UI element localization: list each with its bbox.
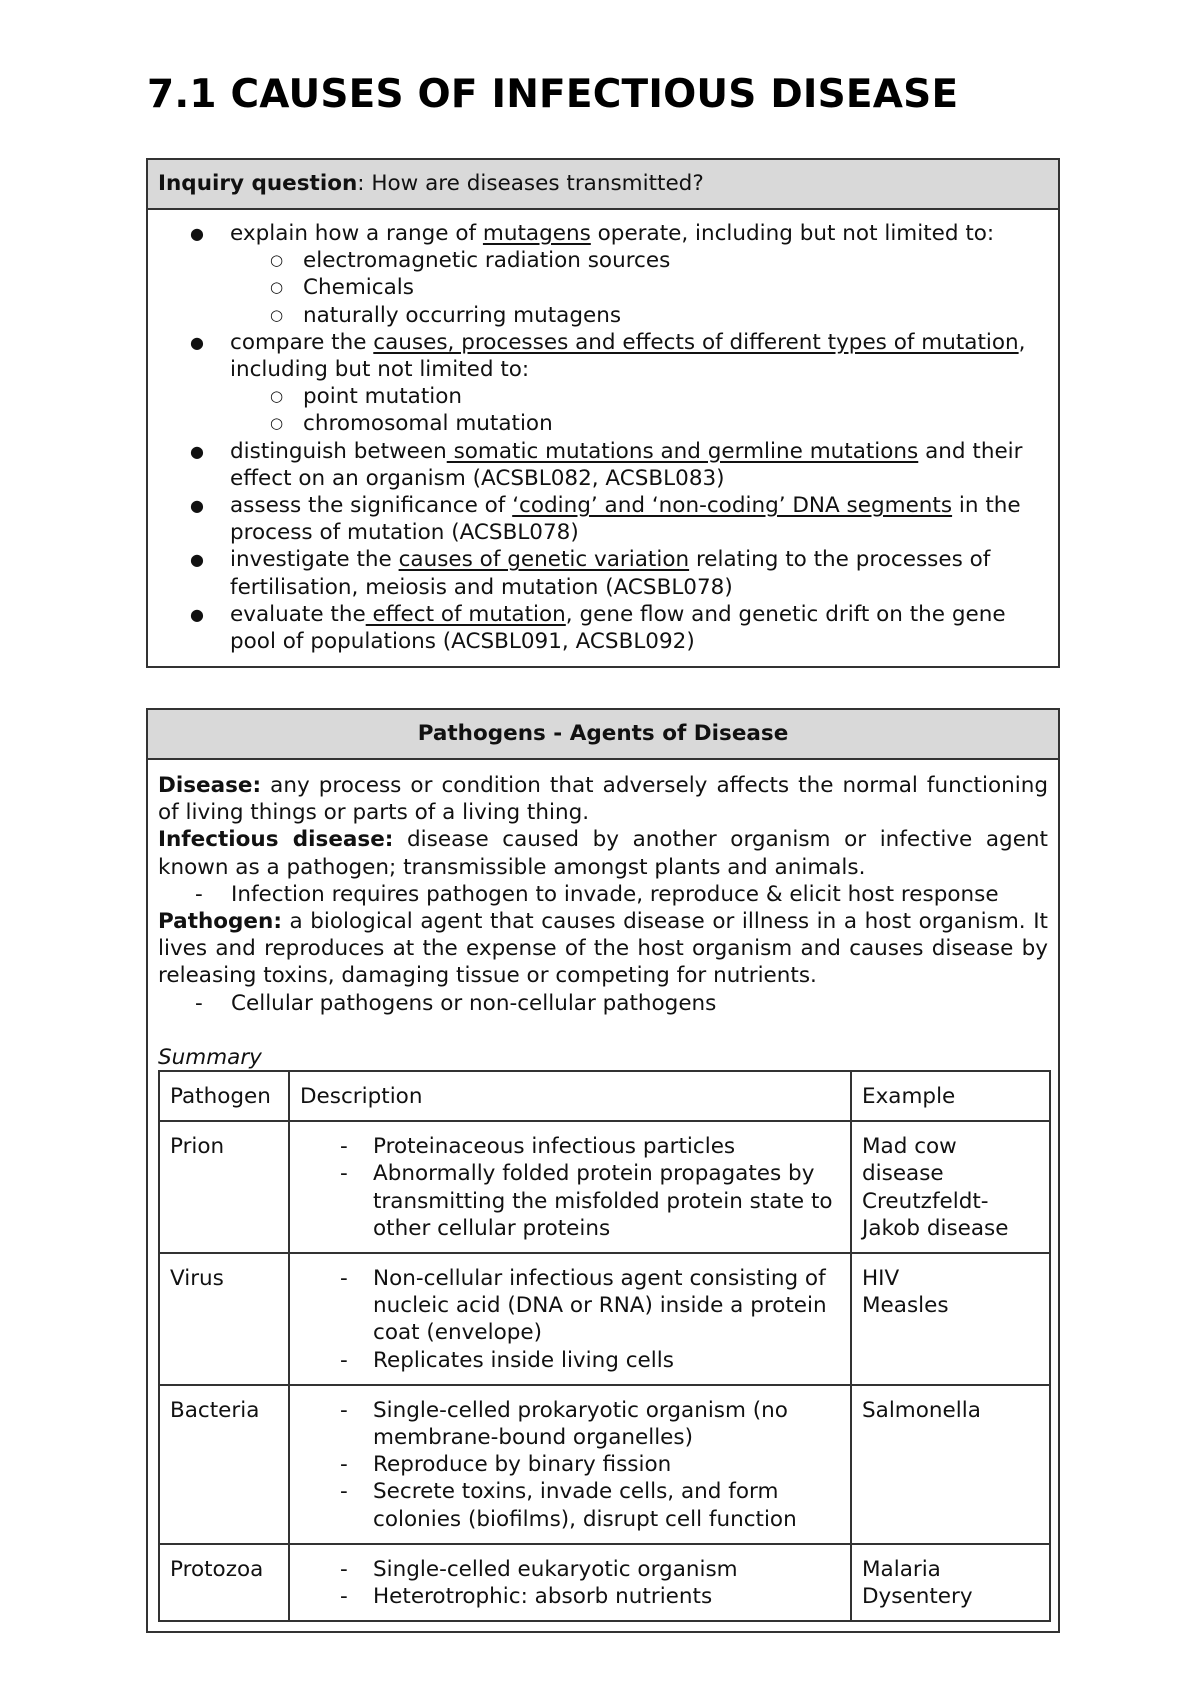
inquiry-subitem <box>230 410 1048 437</box>
circle-bullet-icon: ○ <box>270 387 284 406</box>
inquiry-sublist <box>230 383 1048 437</box>
dash-marker: - <box>195 990 203 1016</box>
table-row <box>159 1385 1050 1544</box>
dash-marker: - <box>340 1397 348 1423</box>
inquiry-item-text: evaluate the <box>230 601 366 627</box>
inquiry-item-text: compare the <box>230 329 374 355</box>
inquiry-sublist <box>230 247 1048 329</box>
pathogen-name: Virus <box>159 1253 289 1385</box>
inquiry-subitem <box>230 274 1048 301</box>
description-text: Single-celled eukaryotic organism <box>373 1556 738 1582</box>
description-text: Abnormally folded protein propagates by transmitting the misfolded protein state to other cellular proteins <box>373 1161 833 1241</box>
inquiry-subitem <box>230 302 1048 329</box>
infectious-term: Infectious disease: <box>158 827 394 853</box>
inquiry-subitem <box>230 247 1048 274</box>
circle-bullet-icon: ○ <box>270 305 284 324</box>
example-text: Dysentery <box>862 1584 973 1610</box>
inquiry-list <box>148 210 1058 655</box>
inquiry-item-link[interactable]: somatic mutations and germline mutations <box>446 438 919 464</box>
inquiry-item <box>148 546 1058 600</box>
pathogen-table <box>158 1070 1051 1622</box>
inquiry-subitem-text: naturally occurring mutagens <box>303 302 622 328</box>
description-item <box>300 1451 840 1478</box>
inquiry-box <box>146 158 1060 668</box>
table-body <box>159 1121 1050 1621</box>
inquiry-item-text: assess the significance of <box>230 493 513 519</box>
inquiry-item <box>148 492 1058 546</box>
description-text: Single-celled prokaryotic organism (no membrane-bound organelles) <box>373 1397 788 1451</box>
pathogen-description <box>289 1253 851 1385</box>
column-header-description: Description <box>289 1071 851 1121</box>
description-text: Replicates inside living cells <box>373 1347 674 1373</box>
column-header-pathogen: Pathogen <box>159 1071 289 1121</box>
pathogen-example <box>851 1121 1050 1253</box>
dash-marker: - <box>340 1584 348 1610</box>
dash-marker: - <box>340 1266 348 1292</box>
inquiry-item-text: and their effect on an organism (ACSBL082, ACSBL083) <box>230 438 1023 491</box>
pathogen-name: Bacteria <box>159 1385 289 1544</box>
pathogens-box <box>146 708 1060 1633</box>
example-text: Measles <box>862 1293 949 1319</box>
inquiry-item <box>148 220 1058 329</box>
inquiry-item <box>148 601 1058 655</box>
pathogen-text: a biological agent that causes disease or illness in a host organism. It lives and reproduces at the expense of the host organism and causes disease by releasing toxins, damaging tissue or competing for nutrients. <box>158 909 1048 989</box>
inquiry-question: : How are diseases transmitted? <box>357 171 704 196</box>
pathogen-example <box>851 1253 1050 1385</box>
page-title: 7.1 CAUSES OF INFECTIOUS DISEASE <box>147 72 959 117</box>
column-header-example: Example <box>851 1071 1050 1121</box>
inquiry-item <box>148 329 1058 438</box>
infectious-note-text: Infection requires pathogen to invade, reproduce & elicit host response <box>231 881 999 907</box>
description-text: Reproduce by binary fission <box>373 1452 672 1478</box>
description-item <box>300 1397 840 1451</box>
inquiry-item-link[interactable]: mutagens <box>482 221 591 246</box>
dash-marker: - <box>340 1347 348 1373</box>
table-header-row <box>159 1071 1050 1121</box>
pathogen-example <box>851 1544 1050 1621</box>
description-text: Heterotrophic: absorb nutrients <box>373 1584 713 1610</box>
circle-bullet-icon: ○ <box>270 414 284 433</box>
pathogen-example <box>851 1385 1050 1544</box>
bullet-icon: ● <box>190 224 204 243</box>
pathogen-note <box>158 990 1048 1017</box>
pathogen-description <box>289 1385 851 1544</box>
inquiry-subitem-text: point mutation <box>303 384 463 410</box>
inquiry-subitem <box>230 383 1048 410</box>
table-row <box>159 1253 1050 1385</box>
example-text: Creutzfeldt-Jakob disease <box>862 1188 1009 1241</box>
inquiry-item-text: , including but not limited to: <box>230 329 1026 383</box>
pathogen-note-text: Cellular pathogens or non-cellular pathogens <box>231 990 717 1016</box>
infectious-definition <box>158 826 1048 880</box>
example-text: HIV <box>862 1266 900 1292</box>
inquiry-item-text: distinguish between <box>230 438 447 464</box>
inquiry-subitem-text: electromagnetic radiation sources <box>303 248 671 274</box>
inquiry-item-link[interactable]: effect of mutation <box>365 601 566 627</box>
dash-marker: - <box>340 1452 348 1478</box>
pathogen-definition <box>158 908 1048 990</box>
inquiry-item-text: in the process of mutation (ACSBL078) <box>230 493 1021 546</box>
inquiry-subitem-text: chromosomal mutation <box>303 411 553 437</box>
dash-marker: - <box>340 1134 348 1160</box>
dash-marker: - <box>340 1161 348 1187</box>
pathogen-name: Protozoa <box>159 1544 289 1621</box>
description-item <box>300 1583 840 1610</box>
inquiry-item-link[interactable]: causes of genetic variation <box>398 547 690 573</box>
circle-bullet-icon: ○ <box>270 251 284 270</box>
pathogen-description <box>289 1544 851 1621</box>
disease-term: Disease: <box>158 773 262 798</box>
description-item <box>300 1347 840 1374</box>
pathogen-description <box>289 1121 851 1253</box>
example-text: Malaria <box>862 1556 941 1582</box>
table-row <box>159 1544 1050 1621</box>
description-item <box>300 1556 840 1583</box>
description-item <box>300 1478 840 1532</box>
table-row <box>159 1121 1050 1253</box>
bullet-icon: ● <box>190 441 204 461</box>
disease-text: any process or condition that adversely affects the normal functioning of living things or parts of a living thing. <box>158 773 1048 826</box>
example-text: Salmonella <box>862 1397 981 1423</box>
definitions <box>148 760 1058 1017</box>
description-item <box>300 1133 840 1160</box>
disease-definition <box>158 772 1048 826</box>
infectious-note <box>158 881 1048 908</box>
inquiry-item <box>148 438 1058 492</box>
description-item <box>300 1160 840 1242</box>
example-text: Mad cow disease <box>862 1134 957 1187</box>
bullet-icon: ● <box>190 604 204 624</box>
inquiry-item-text: , gene flow and genetic drift on the gene pool of populations (ACSBL091, ACSBL092) <box>230 601 1006 655</box>
description-text: Secrete toxins, invade cells, and form colonies (biofilms), disrupt cell function <box>373 1479 797 1532</box>
summary-label: Summary <box>158 1044 262 1070</box>
bullet-icon: ● <box>190 496 204 516</box>
description-item <box>300 1265 840 1347</box>
circle-bullet-icon: ○ <box>270 278 284 297</box>
dash-marker: - <box>340 1556 348 1582</box>
inquiry-item-text: operate, including but not limited to: <box>590 221 995 246</box>
dash-marker: - <box>195 881 203 907</box>
infectious-text: disease caused by another organism or infective agent known as a pathogen; transmissible amongst plants and animals. <box>158 827 1048 880</box>
inquiry-item-link[interactable]: ‘coding’ and ‘non-coding’ DNA segments <box>512 493 953 519</box>
inquiry-item-link[interactable]: causes, processes and effects of different types of mutation <box>373 329 1019 355</box>
pathogen-term: Pathogen: <box>158 909 282 935</box>
inquiry-item-text: explain how a range of <box>230 221 483 246</box>
inquiry-subitem-text: Chemicals <box>303 275 414 301</box>
bullet-icon: ● <box>190 550 204 570</box>
pathogens-header: Pathogens - Agents of Disease <box>148 710 1058 760</box>
dash-marker: - <box>340 1479 348 1505</box>
inquiry-label: Inquiry question <box>158 171 358 196</box>
inquiry-header <box>148 160 1058 210</box>
description-text: Non-cellular infectious agent consisting of nucleic acid (DNA or RNA) inside a protein coat (envelope) <box>373 1266 827 1346</box>
inquiry-item-text: relating to the processes of fertilisation, meiosis and mutation (ACSBL078) <box>230 547 991 600</box>
description-text: Proteinaceous infectious particles <box>373 1134 736 1160</box>
bullet-icon: ● <box>190 332 204 352</box>
inquiry-item-text: investigate the <box>230 547 399 573</box>
pathogen-name: Prion <box>159 1121 289 1253</box>
